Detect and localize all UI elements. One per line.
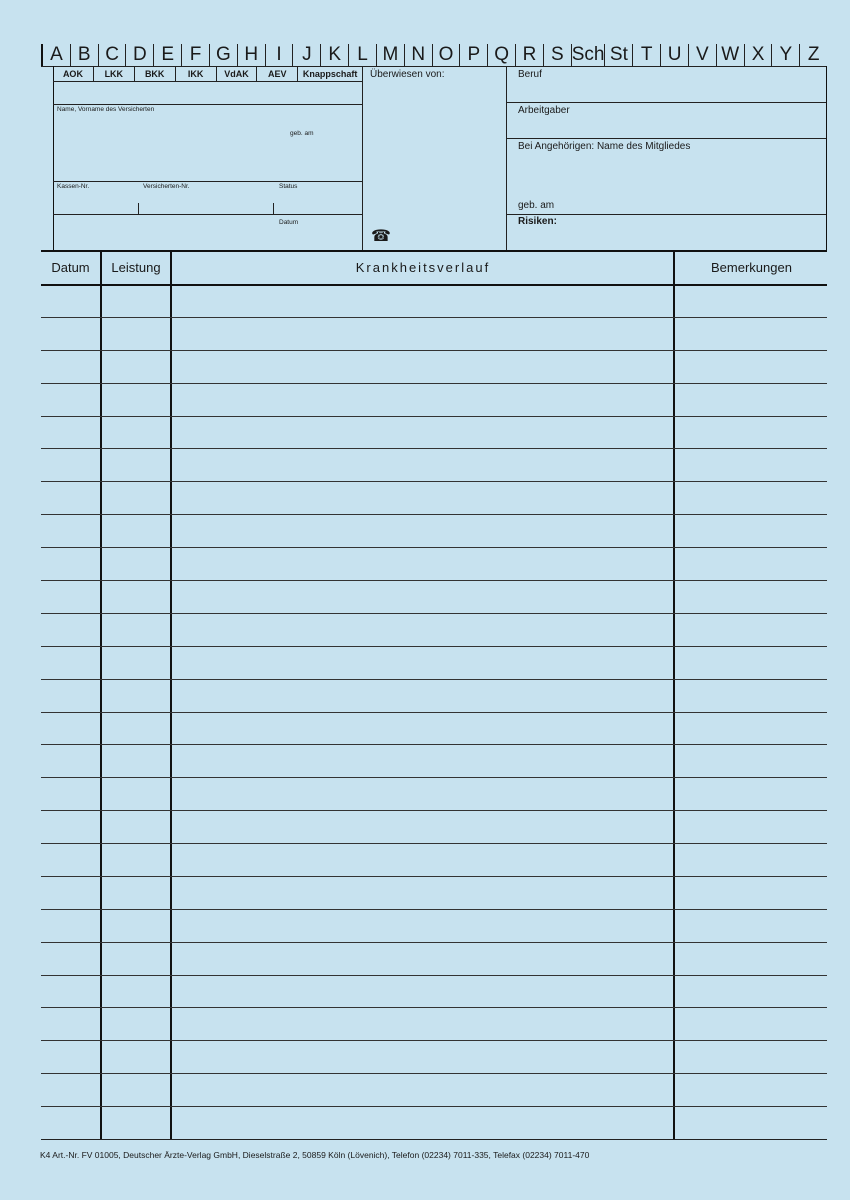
insurance-type-option[interactable]: Knappschaft: [297, 67, 362, 81]
occupation-label: Beruf: [518, 69, 542, 80]
header-table-separator: [41, 250, 827, 252]
table-bottom: [41, 1139, 827, 1140]
alphabet-tab[interactable]: M: [376, 44, 404, 66]
table-row-line: [41, 843, 827, 844]
insurance-type-option[interactable]: AOK: [62, 69, 83, 79]
relatives-label: Bei Angehörigen: Name des Mitgliedes: [518, 141, 691, 152]
alphabet-tab[interactable]: St: [604, 44, 632, 66]
table-row[interactable]: [172, 516, 672, 546]
insurance-type-option[interactable]: AEV: [256, 67, 297, 81]
alphabet-tab[interactable]: Z: [799, 44, 827, 66]
alphabet-tab[interactable]: Y: [771, 44, 799, 66]
table-row-line: [41, 876, 827, 877]
alphabet-tab[interactable]: S: [543, 44, 571, 66]
table-row[interactable]: [172, 812, 672, 842]
insurance-type-option[interactable]: VdAK: [216, 67, 257, 81]
table-row[interactable]: [172, 746, 672, 776]
insurance-row-bottom: [53, 81, 362, 82]
alphabet-tab[interactable]: O: [432, 44, 460, 66]
table-row[interactable]: [172, 845, 672, 875]
name-field[interactable]: [54, 115, 361, 179]
alphabet-tab[interactable]: C: [98, 44, 126, 66]
insurance-type-row: [53, 67, 362, 81]
insurance-type-option[interactable]: IKK: [175, 67, 216, 81]
alphabet-tab[interactable]: T: [632, 44, 660, 66]
table-row[interactable]: [172, 1075, 672, 1105]
insurance-checkbox-bottom: [53, 104, 362, 105]
table-row[interactable]: [172, 483, 672, 513]
table-row-line: [41, 547, 827, 548]
relatives-bottom: [506, 214, 826, 215]
header-right-border: [826, 66, 827, 250]
risks-label: Risiken:: [518, 216, 557, 227]
alphabet-tab[interactable]: N: [404, 44, 432, 66]
table-row[interactable]: [172, 911, 672, 941]
table-row-line: [41, 744, 827, 745]
insurance-type-option[interactable]: LKK: [93, 67, 134, 81]
alphabet-tab[interactable]: X: [744, 44, 772, 66]
name-area-bottom: [53, 181, 362, 182]
alphabet-tab[interactable]: Q: [487, 44, 515, 66]
table-row[interactable]: [172, 450, 672, 480]
table-row-line: [41, 1073, 827, 1074]
numbers-row-bottom: [53, 214, 362, 215]
table-row[interactable]: [172, 976, 672, 1006]
table-row-line: [41, 317, 827, 318]
table-row[interactable]: [172, 385, 672, 415]
alphabet-tab[interactable]: G: [209, 44, 237, 66]
table-row-line: [41, 613, 827, 614]
occupation-bottom: [506, 102, 826, 103]
employer-bottom: [506, 138, 826, 139]
fund-number-separator: [138, 203, 139, 214]
alphabet-tab[interactable]: Sch: [571, 44, 605, 65]
column-date: Datum: [51, 260, 90, 275]
table-row[interactable]: [172, 615, 672, 645]
fund-number-label: Kassen-Nr.: [57, 183, 90, 190]
alphabet-tab[interactable]: A: [41, 44, 70, 66]
table-row-line: [41, 646, 827, 647]
publisher-footer: K4 Art.-Nr. FV 01005, Deutscher Ärzte-Verlag GmbH, Dieselstraße 2, 50859 Köln (Lövenich), Telefon (02234) 7011-335, Telefax (02234) 7011-470: [40, 1150, 590, 1160]
column-disease-course: Krankheitsverlauf: [355, 260, 491, 275]
table-row-line: [41, 350, 827, 351]
column-remarks: Bemerkungen: [711, 260, 792, 275]
alphabet-tab[interactable]: R: [515, 44, 543, 66]
alphabet-tab[interactable]: D: [125, 44, 153, 66]
employer-label: Arbeitgaber: [518, 105, 570, 116]
table-row[interactable]: [172, 286, 672, 316]
table-row[interactable]: [172, 319, 672, 349]
alphabet-tab[interactable]: I: [265, 44, 293, 66]
table-row[interactable]: [172, 1009, 672, 1039]
insured-number-label: Versicherten-Nr.: [143, 183, 190, 190]
table-row[interactable]: [172, 681, 672, 711]
name-label: Name, Vorname des Versicherten: [57, 106, 155, 113]
date-label: Datum: [279, 219, 299, 226]
alphabet-tab[interactable]: W: [716, 44, 744, 66]
alphabet-tab[interactable]: L: [348, 44, 376, 66]
alphabet-tab[interactable]: F: [181, 44, 209, 66]
table-row[interactable]: [172, 549, 672, 579]
table-row-line: [41, 383, 827, 384]
alphabet-tab[interactable]: K: [320, 44, 348, 66]
alphabet-tab[interactable]: H: [237, 44, 265, 66]
insured-number-separator: [273, 203, 274, 214]
table-row-line: [41, 448, 827, 449]
table-row[interactable]: [172, 944, 672, 974]
table-row-line: [41, 481, 827, 482]
table-row-line: [41, 810, 827, 811]
referred-by-label: Überwiesen von:: [370, 69, 445, 80]
table-row[interactable]: [172, 878, 672, 908]
table-row-line: [41, 1007, 827, 1008]
table-row-line: [41, 1040, 827, 1041]
table-row-line: [41, 514, 827, 515]
table-row-line: [41, 679, 827, 680]
referral-left-border: [362, 66, 363, 250]
table-row[interactable]: [172, 417, 672, 447]
alphabet-index: [41, 44, 827, 66]
table-row[interactable]: [172, 779, 672, 809]
birth-date-label: geb. am: [290, 130, 314, 137]
table-row-line: [41, 909, 827, 910]
referral-right-border: [506, 66, 507, 250]
table-row[interactable]: [172, 1042, 672, 1072]
table-row-line: [41, 1106, 827, 1107]
phone-icon: ☎: [371, 228, 391, 245]
table-row-line: [41, 580, 827, 581]
table-row-line: [41, 777, 827, 778]
table-row[interactable]: [172, 648, 672, 678]
relatives-birth-label: geb. am: [518, 200, 555, 211]
table-row[interactable]: [172, 352, 672, 382]
table-row[interactable]: [172, 582, 672, 612]
table-row-line: [41, 942, 827, 943]
status-label: Status: [279, 183, 298, 190]
column-service: Leistung: [111, 260, 161, 275]
alphabet-tab[interactable]: U: [660, 44, 688, 66]
alphabet-tab[interactable]: B: [70, 44, 98, 66]
insurance-type-option[interactable]: BKK: [134, 67, 175, 81]
alphabet-tab[interactable]: V: [688, 44, 716, 66]
table-row[interactable]: [172, 713, 672, 743]
alphabet-tab[interactable]: J: [292, 44, 320, 66]
alphabet-tab[interactable]: P: [459, 44, 487, 66]
alphabet-tab[interactable]: E: [153, 44, 181, 66]
